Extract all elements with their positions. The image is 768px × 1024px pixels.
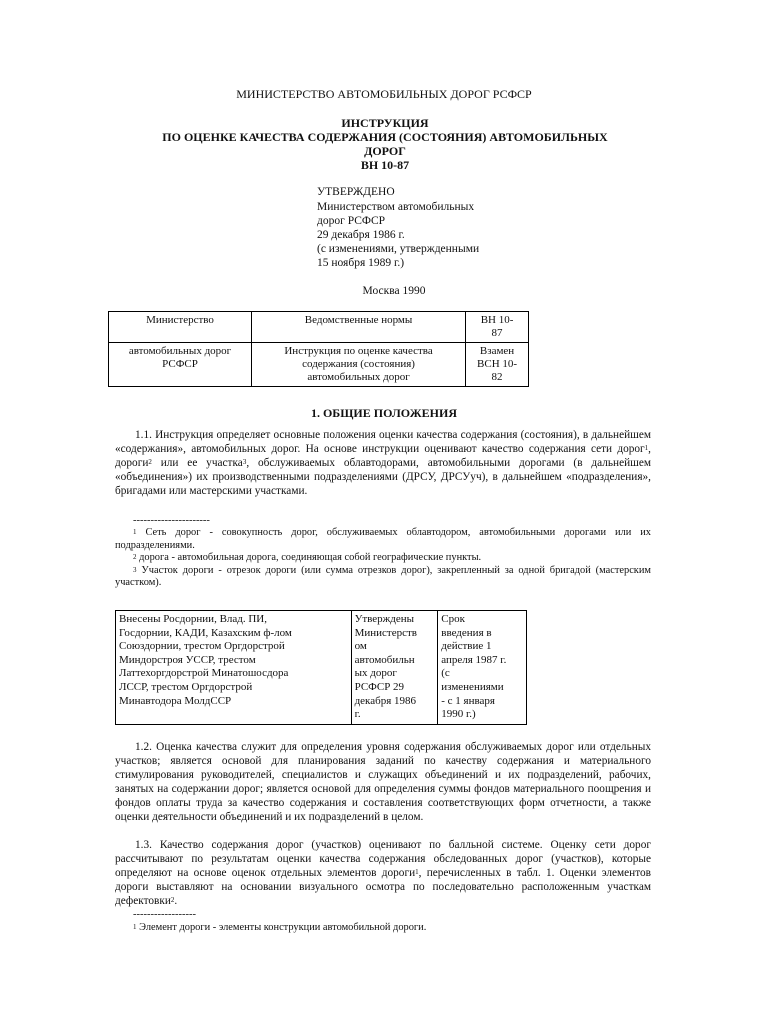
header-cell: автомобильных дорог РСФСР bbox=[109, 343, 252, 387]
intro-cell-submitted: Внесены Росдорнии, Влад. ПИ, Госдорнии, КАДИ, Казахским ф-лом Союздорнии, трестом Оргдорстрой Миндорстроя УССР, трестом Латтехоргдорстрой Минатошосдора ЛССР, трестом Оргдорстрой Минавтодора МолдССР bbox=[116, 611, 352, 725]
approval-line: 15 ноября 1989 г.) bbox=[317, 257, 405, 269]
footnote-separator: ------------------ bbox=[133, 909, 196, 920]
footnote: $^1$ Элемент дороги - элементы конструкции автомобильной дороги. bbox=[133, 922, 427, 933]
header-cell: Ведомственные нормы bbox=[252, 312, 466, 343]
approval-heading: УТВЕРЖДЕНО bbox=[317, 186, 395, 198]
title-line-2: ПО ОЦЕНКЕ КАЧЕСТВА СОДЕРЖАНИЯ (СОСТОЯНИЯ) АВТОМОБИЛЬНЫХ bbox=[162, 130, 608, 144]
intro-cell-effective: Срок введения в действие 1 апреля 1987 г. (с изменениями - с 1 января 1990 г.) bbox=[438, 611, 527, 725]
document-title bbox=[130, 116, 640, 172]
title-line-4: ВН 10-87 bbox=[360, 158, 410, 172]
header-cell: Министерство bbox=[109, 312, 252, 343]
title-line-3: ДОРОГ bbox=[364, 144, 406, 158]
footnotes-block bbox=[115, 527, 651, 590]
header-cell: Взамен ВСН 10- 82 bbox=[466, 343, 529, 387]
section-title: 1. ОБЩИЕ ПОЛОЖЕНИЯ bbox=[310, 406, 458, 420]
header-cell: ВН 10- 87 bbox=[466, 312, 529, 343]
footnote: $^1$ Сеть дорог - совокупность дорог, обслуживаемых облавтодором, автомобильными дорогами или их подразделениями. bbox=[115, 527, 651, 551]
ministry-heading: МИНИСТЕРСТВО АВТОМОБИЛЬНЫХ ДОРОГ РСФСР bbox=[236, 87, 532, 101]
approval-line: (с изменениями, утвержденными bbox=[317, 243, 480, 255]
publication-place: Москва 1990 bbox=[362, 285, 426, 297]
paragraph-1-1: 1.1. Инструкция определяет основные положения оценки качества содержания (состояния), в дальнейшем «содержания», автомобильных дорог. На основе инструкции оценивают качество содержания сети дорог$^1$, дороги$^2$ или ее участка$^3$, обслуживаемых облавтодорами, автомобильными дорогами (в дальнейшем «объединения») их производственными подразделениями (ДРСУ, ДРСУуч), в дальнейшем «подразделения», бригадами или мастерскими участками. bbox=[115, 429, 651, 498]
header-table bbox=[108, 311, 529, 387]
intro-cell-approved: Утверждены Министерств ом автомобильн ых дорог РСФСР 29 декабря 1986 г. bbox=[351, 611, 438, 725]
footnote: $^2$ дорога - автомобильная дорога, соединяющая собой географические пункты. bbox=[133, 552, 482, 564]
approval-line: Министерством автомобильных bbox=[317, 201, 475, 213]
footnote-separator: ---------------------- bbox=[133, 515, 210, 526]
footnote: $^3$ Участок дороги - отрезок дороги (или сумма отрезков дорог), закрепленный за одной бригадой (мастерским участком). bbox=[115, 564, 651, 589]
approval-line: 29 декабря 1986 г. bbox=[317, 229, 405, 241]
header-cell: Инструкция по оценке качества содержания (состояния) автомобильных дорог bbox=[252, 343, 466, 387]
approval-line: дорог РСФСР bbox=[317, 215, 386, 227]
title-line-1: ИНСТРУКЦИЯ bbox=[341, 116, 429, 130]
introduction-table bbox=[115, 610, 527, 725]
approval-block bbox=[317, 185, 527, 270]
paragraph-1-2: 1.2. Оценка качества служит для определения уровня содержания обслуживаемых дорог или отдельных участков; является основой для планирования заданий по качеству содержания и материального стимулирования руководителей, специалистов и служащих объединений и их подразделений, рабочих, занятых на содержании дорог; является основой для определения суммы фондов материального поощрения и фондов оплаты труда за качество содержания и составления соответствующих форм отчетности, а также оценки деятельности объединений и их подразделений в целом. bbox=[115, 741, 651, 824]
paragraph-1-3: 1.3. Качество содержания дорог (участков) оценивают по балльной системе. Оценку сети дорог рассчитывают по результатам оценки качества содержания обследованных дорог (участков), которые определяют на основе оценок отдельных элементов дороги$^1$, перечисленных в табл. 1. Оценки элементов дороги выставляют на основании визуального осмотра по последовательно расположенным участкам дефектовки$^2$. bbox=[115, 839, 651, 908]
